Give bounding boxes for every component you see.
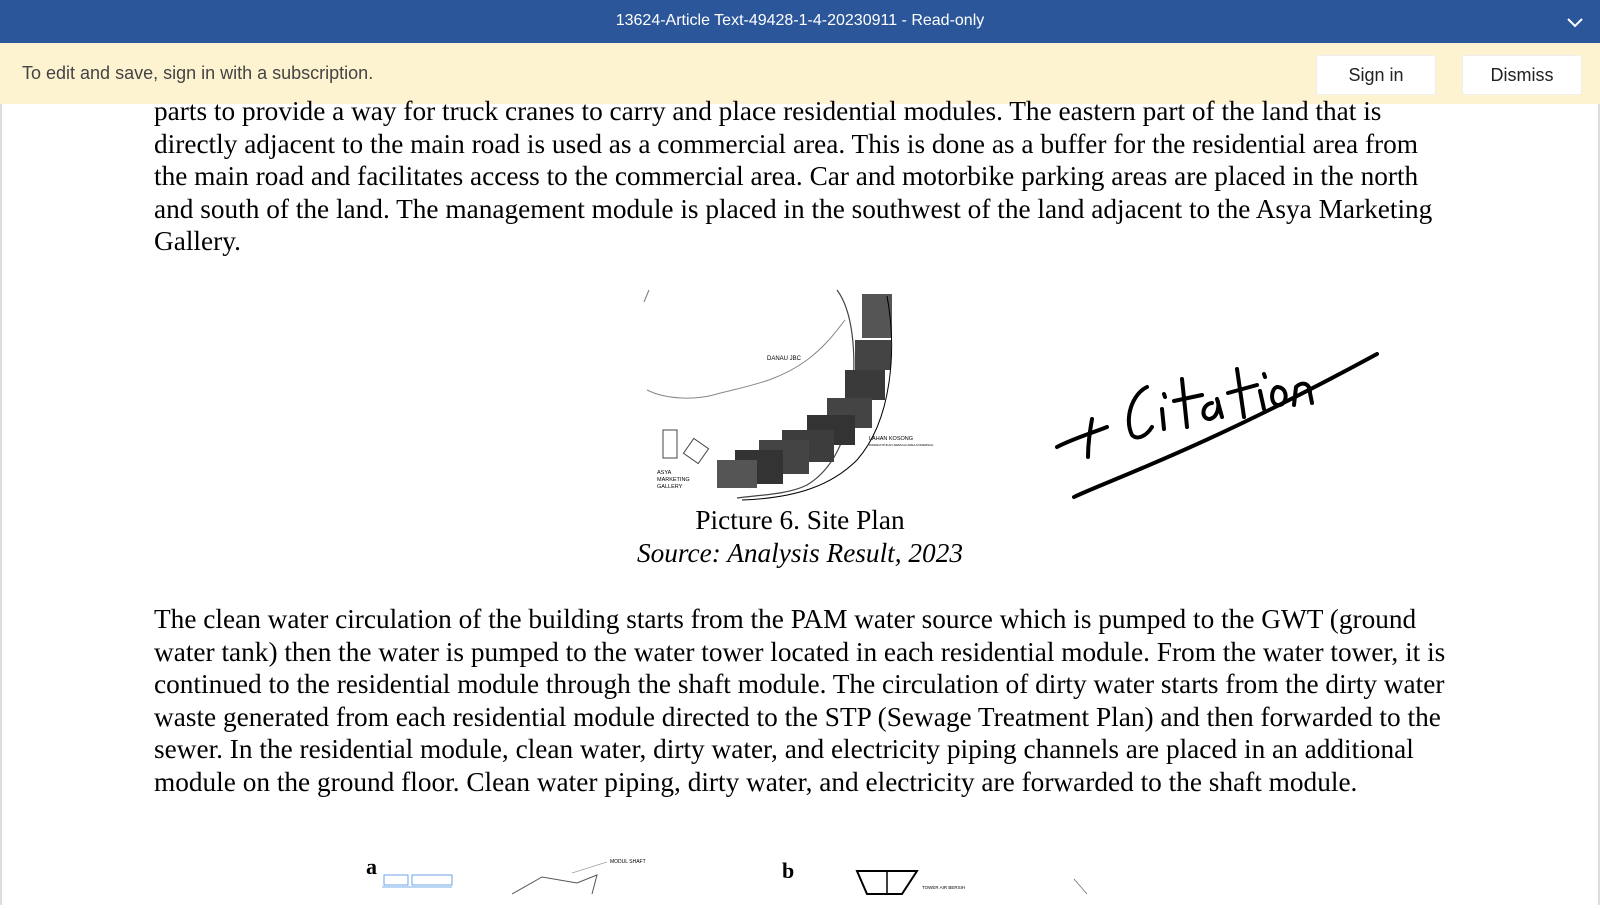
handwritten-annotation [1052,309,1392,509]
figure-caption-source: Source: Analysis Result, 2023 [636,538,963,568]
tower-label: TOWER AIR BERSIH [922,885,966,890]
document-title: 13624-Article Text-49428-1-4-20230911 - Read-only [615,12,985,29]
body-paragraph: The clean water circulation of the building starts from the PAM water source which is pumped to the GWT (ground water tank) then the water is pumped to the water tower located in each residential module. From the water tower, it is continued to the residential module through the shaft module. The circulation of dirty water starts from the dirty water waste generated from each residential module directed to the STP (Sewage Treatment Plan) and then forwarded to the sewer. In the residential module, clean water, dirty water, and electricity piping channels are placed in an additional module on the ground floor. Clean water piping, dirty water, and electricity are forwarded to the shaft module. [154,604,1446,797]
figure-label-a: a [366,854,377,879]
dismiss-button[interactable]: Dismiss [1462,55,1582,95]
next-figure-drawing [362,849,1142,909]
lake-label: DANAU JBC [767,356,802,362]
figure-label-b: b [782,858,795,883]
message-text: To edit and save, sign in with a subscription. [22,63,374,83]
document-page[interactable] [2,96,1598,905]
vacant-land-sublabel: DIPERUNTUKAN SEBAGAI AREA KOMERSIAL [869,443,934,447]
body-paragraph: parts to provide a way for truck cranes to carry and place residential modules. The eastern part of the land that is directly adjacent to the main road is used as a commercial area. This is done as a buffer for the residential area from the main road and facilitates access to the commercial area. Car and motorbike parking areas are placed in the north and south of the land. The management module is placed in the southwest of the land adjacent to the Asya Marketing Gallery. [154,96,1433,257]
gallery-label-3: GALLERY [657,484,683,490]
vacant-land-label: LAHAN KOSONG [869,436,914,442]
gallery-label-1: ASYA [657,470,672,476]
chevron-down-icon[interactable] [1564,11,1586,33]
next-figure-partial [362,849,1142,909]
shaft-label: MODUL SHAFT [610,859,646,865]
sign-in-button[interactable]: Sign in [1316,55,1436,95]
title-bar [0,0,1600,43]
figure-caption-title: Picture 6. Site Plan [695,505,905,535]
gallery-label-2: MARKETING [657,477,690,483]
